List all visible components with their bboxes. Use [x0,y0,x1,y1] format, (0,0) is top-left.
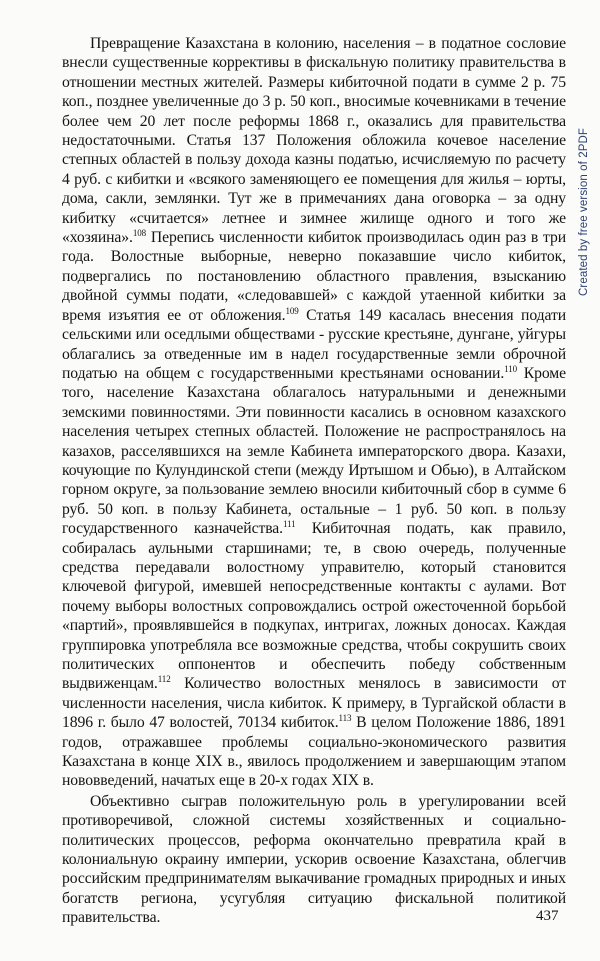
text-run: Объективно сыграв положительную роль в урегулировании всей противоречивой, сложной системы хозяйственных и социально-политических процессов, реформа окончательно превратила край в колониальную окраину империи, ускорив освоение Казахстана, облегчив российским предпринимателям выкачивание громадных природных и иных богатств региона, усугубляя ситуацию фискальной политикой правительства. [62,792,566,927]
text-run: Кроме того, население Казахстана облагалось натуральными и денежными земскими повинностями. Эти повинности касались в основном казахского населения четырех степных областей. Положение не распространялось на казахов, расселявшихся на земле Кабинета императорского двора. Казахи, кочующие по Кулундинской степи (между Иртышом и Обью), в Алтайском горном округе, за пользование землею вносили кибиточный сбор в сумме 6 руб. 50 коп. в пользу Кабинета, остальные – 1 руб. 50 коп. в пользу государственного казначейства. [62,364,566,538]
footnote-ref: 112 [157,674,171,685]
paragraph [62,792,566,928]
text-run: Кибиточная подать, как правило, собиралась аульными старшинами; те, в свою очередь, полученные средства передавали волостному управителю, который становится ключевой фигурой, имевшей непосредственные контакты с аулами. Вот почему выборы волостных сопровождались острой ожесточенной борьбой «партий», проявлявшейся в подкупах, интригах, ложных доносах. Каждая группировка употребляла все возможные средства, чтобы сокрушить своих политических оппонентов и обеспечить победу собственным выдвиженцам. [62,520,566,693]
text-run: Перепись численности кибиток производилась один раз в три года. Волостные выборные, неверно показавшие число кибиток, подвергались по постановлению областного правления, взысканию двойной суммы подати, «следовавшей» с каждой утаенной кибитки за время изъятия ее от обложения. [62,229,566,324]
text-run: Превращение Казахстана в колонию, населения – в податное сословие внесли существенные коррективы в фискальную политику правительства в отношении местных жителей. Размеры кибиточной подати в сумме 2 р. 75 коп., позднее увеличенные до 3 р. 50 коп., вносимые кочевниками в течение более чем 20 лет после реформы 1868 г., оказались для правительства недостаточными. Статья 137 Положения обложила кочевое население степных областей в пользу дохода казны податью, исчисляемую по расчету 4 руб. с кибитки и «всякого заменяющего ее помещения для жилья – юрты, дома, сакли, землянки. Тут же в примечаниях дана оговорка – за одну кибитку «считается» летнее и зимнее жилище одного и того же «хозяина». [62,35,566,247]
paragraph [62,34,566,791]
footnote-ref: 113 [338,713,352,724]
side-watermark-text: Created by free version of 2PDF [578,127,591,297]
text-run: Статья 149 касалась внесения подати сельскими или оседлыми обществами - русские крестьяне, дунгане, уйгуры облагались за отведенные им в надел государственные земли оброчной податью на общем с государственными крестьянами основании. [62,306,566,382]
footnote-ref: 111 [282,519,296,530]
page-number: 437 [536,908,559,924]
text-run: Количество волостных менялось в зависимости от численности населения, числа кибиток. К примеру, в Тургайской области в 1896 г. было 47 волостей, 70134 кибиток. [62,675,566,732]
footnote-ref: 108 [132,228,147,239]
side-watermark [576,52,592,372]
body-text [62,34,566,928]
text-run: В целом Положение 1886, 1891 годов, отражавшее проблемы социально-экономического развития Казахстана в конце XIX в., явилось продолжением и завершающим этапом нововведений, начатых еще в 20-х годах XIX в. [62,714,566,790]
footnote-ref: 109 [285,305,299,316]
footnote-ref: 110 [504,363,518,374]
